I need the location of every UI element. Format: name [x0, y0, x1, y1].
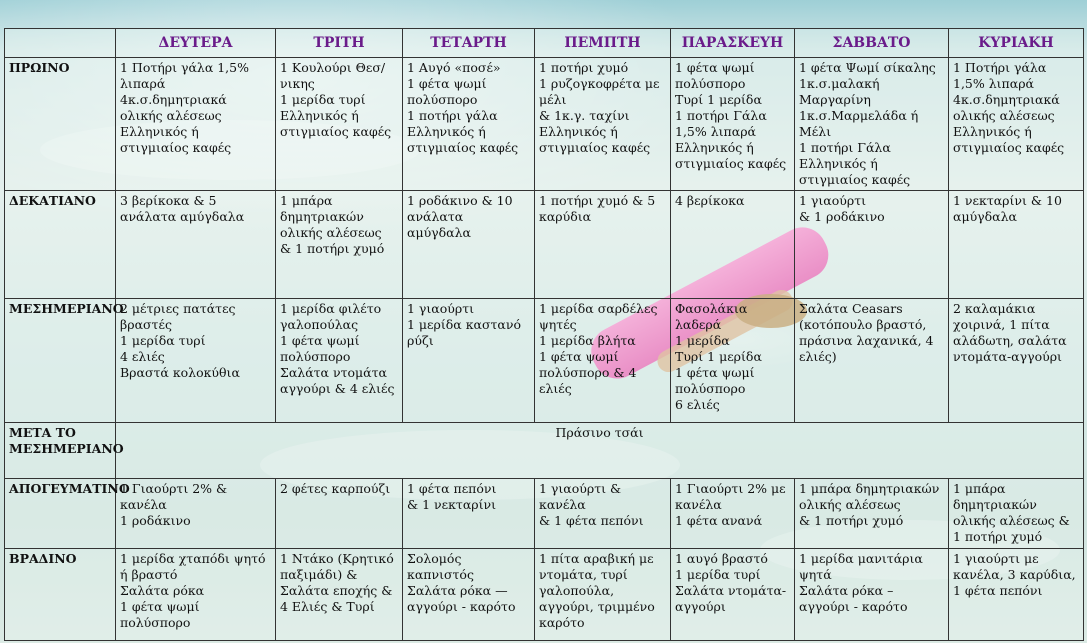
meal-label: ΠΡΩΙΝΟ — [5, 58, 116, 191]
meal-item: 1 μερίδα σαρδέλες ψητές — [539, 301, 658, 332]
meal-item: 1 ποτήρι Γάλα 1,5% λιπαρά Ελληνικός ή στιγμιαίος καφές — [675, 108, 787, 171]
meal-label: ΒΡΑΔΙΝΟ — [5, 549, 116, 641]
meal-item: & 1 νεκταρίνι — [407, 497, 497, 512]
meal-item: 1 μπάρα δημητριακών ολικής αλέσεως & 1 ποτήρι χυμό — [953, 481, 1070, 544]
meal-cell — [403, 299, 535, 423]
meal-item: 1 πίτα αραβική με ντομάτα, τυρί γαλοπούλα, αγγούρι, τριμμένο καρότο — [539, 551, 655, 630]
meal-item: 1 φέτα ψωμί πολύσπορο — [280, 333, 360, 364]
meal-item: Τυρί 1 μερίδα — [675, 92, 762, 107]
meal-item: Ελληνικός ή στιγμιαίος καφές — [280, 108, 392, 139]
meal-label: ΔΕΚΑΤΙΑΝΟ — [5, 191, 116, 299]
meal-item: 1 αυγό βραστό — [675, 551, 768, 566]
meal-cell — [276, 299, 403, 423]
meal-item: Σαλάτα ρόκα — [120, 583, 205, 598]
meal-item: 1κ.σ.μαλακή Μαργαρίνη — [799, 76, 880, 107]
meal-cell — [795, 58, 949, 191]
meal-item: & 1κ.γ. ταχίνι — [539, 108, 630, 123]
meal-cell — [949, 191, 1084, 299]
meal-cell — [671, 549, 795, 641]
meal-item: 1 Ποτήρι γάλα 1,5% λιπαρά — [953, 60, 1047, 91]
meal-item: Ελληνικός ή στιγμιαίος καφές — [120, 124, 232, 155]
meal-item: 1 ροδάκινο & 10 ανάλατα αμύγδαλα — [407, 193, 513, 240]
meal-item: Σαλάτα ρόκα – αγγούρι - καρότο — [799, 583, 908, 614]
meal-cell — [116, 58, 276, 191]
meal-item: 1 γιαούρτι — [799, 193, 867, 208]
meal-item: 1 μερίδα τυρί — [120, 333, 206, 348]
meal-item: & 1 ροδάκινο — [799, 209, 885, 224]
meal-item: 4 βερίκοκα — [675, 193, 745, 208]
meal-item: 1 ποτήρι χυμό — [539, 60, 629, 75]
meal-item: 1 Γιαούρτι 2% με κανέλα — [675, 481, 786, 512]
meal-item: Βραστά κολοκύθια — [120, 365, 240, 380]
meal-item: 4κ.σ.δημητριακά ολικής αλέσεως — [953, 92, 1060, 123]
meal-cell — [116, 549, 276, 641]
meal-item: 1 γιαούρτι — [407, 301, 475, 316]
meal-row — [5, 191, 1084, 299]
meal-item: 2 καλαμάκια χοιρινά, 1 πίτα αλάδωτη, σαλάτα ντομάτα-αγγούρι — [953, 301, 1067, 364]
meal-item: 1 φέτα ψωμί πολύσπορο — [407, 76, 487, 107]
meal-item: & 1 ποτήρι χυμό — [799, 513, 904, 528]
meal-cell — [795, 479, 949, 549]
meal-cell — [276, 549, 403, 641]
meal-cell — [795, 191, 949, 299]
meal-label: ΑΠΟΓΕΥΜΑΤΙΝΟ — [5, 479, 116, 549]
meal-item: 2 μέτριες πατάτες βραστές — [120, 301, 236, 332]
meal-cell — [535, 58, 671, 191]
meal-item: 1 Ποτήρι γάλα 1,5% λιπαρά — [120, 60, 249, 91]
meal-item: Σολομός καπνιστός — [407, 551, 474, 582]
meal-item: 1 φέτα ψωμί πολύσπορο — [120, 599, 200, 630]
meal-item: Ελληνικός ή στιγμιαίος καφές — [539, 124, 651, 155]
meal-item: Ελληνικός ή στιγμιαίος καφές — [953, 124, 1065, 155]
meal-item: 1 Κουλούρι Θεσ/νικης — [280, 60, 386, 91]
meal-item: & 1 φέτα πεπόνι — [539, 513, 644, 528]
meal-item: 6 ελιές — [675, 397, 720, 412]
corner-cell — [5, 29, 116, 58]
meal-row — [5, 549, 1084, 641]
meal-cell — [116, 191, 276, 299]
meal-item: Σαλάτα ντομάτα-αγγούρι — [675, 583, 787, 614]
meal-item: 1 μερίδα φιλέτο γαλοπούλας — [280, 301, 382, 332]
meal-item: 1 μπάρα δημητριακών ολικής αλέσεως — [280, 193, 382, 240]
header-row — [5, 29, 1084, 58]
day-header: ΠΑΡΑΣΚΕΥΗ — [671, 29, 795, 58]
meal-item: 1 μερίδα τυρί — [675, 567, 761, 582]
meal-cell — [403, 549, 535, 641]
meal-item: 1 φέτα ανανά — [675, 513, 763, 528]
meal-cell — [116, 479, 276, 549]
meal-item: 1 μερίδα μανιτάρια ψητά — [799, 551, 923, 582]
meal-cell — [795, 299, 949, 423]
meal-cell — [535, 299, 671, 423]
meal-item: 3 βερίκοκα & 5 ανάλατα αμύγδαλα — [120, 193, 245, 224]
meal-item: 1 Ντάκο (Κρητικό παξιμάδι) & Σαλάτα εποχής & 4 Ελιές & Τυρί — [280, 551, 394, 614]
meal-cell — [671, 479, 795, 549]
meal-row — [5, 299, 1084, 423]
day-header: ΤΡΙΤΗ — [276, 29, 403, 58]
meal-item: & 1 ποτήρι χυμό — [280, 241, 385, 256]
meal-item: 1 γιαούρτι με κανέλα, 3 καρύδια, 1 φέτα πεπόνι — [953, 551, 1076, 598]
meal-item: 1 μερίδα βλήτα — [539, 333, 636, 348]
meal-cell — [949, 58, 1084, 191]
meal-item: 2 φέτες καρπούζι — [280, 481, 391, 496]
meal-cell — [795, 549, 949, 641]
meal-item: Ελληνικός ή στιγμιαίος καφές — [799, 156, 911, 187]
meal-item: 1κ.σ.Μαρμελάδα ή Μέλι — [799, 108, 919, 139]
meal-item: 1 ροδάκινο — [120, 513, 191, 528]
meal-item: 1 μερίδα χταπόδι ψητό ή βραστό — [120, 551, 266, 582]
meal-row — [5, 479, 1084, 549]
meal-item: Τυρί 1 μερίδα — [675, 349, 762, 364]
meal-item: Ελληνικός ή στιγμιαίος καφές — [407, 124, 519, 155]
meal-label: ΜΕΤΑ ΤΟ ΜΕΣΗΜΕΡΙΑΝΟ — [5, 423, 116, 479]
meal-row — [5, 58, 1084, 191]
meal-cell — [671, 58, 795, 191]
meal-item: 1 φέτα Ψωμί σίκαλης — [799, 60, 936, 75]
day-header: ΣΑΒΒΑΤΟ — [795, 29, 949, 58]
meal-row — [5, 423, 1084, 479]
meal-cell — [949, 479, 1084, 549]
meal-item: 1 Γιαούρτι 2% & κανέλα — [120, 481, 228, 512]
day-header: ΚΥΡΙΑΚΗ — [949, 29, 1084, 58]
meal-item: Σαλάτα ντομάτα αγγούρι & 4 ελιές — [280, 365, 395, 396]
meal-item: 1 ποτήρι χυμό & 5 καρύδια — [539, 193, 656, 224]
meal-item: Σαλάτα Ceasars (κοτόπουλο βραστό, πράσινα λαχανικά, 4 ελιές) — [799, 301, 934, 364]
meal-item: 1 Αυγό «ποσέ» — [407, 60, 501, 75]
meal-cell — [276, 479, 403, 549]
meal-item: Φασολάκια λαδερά — [675, 301, 748, 332]
meal-item: 1 μερίδα — [675, 333, 730, 348]
meal-cell — [671, 191, 795, 299]
meal-item: 1 μερίδα τυρί — [280, 92, 366, 107]
meal-item: 1 μπάρα δημητριακών ολικής αλέσεως — [799, 481, 940, 512]
meal-item: 1 φέτα ψωμί πολύσπορο — [675, 365, 755, 396]
meal-cell — [949, 299, 1084, 423]
meal-cell — [671, 299, 795, 423]
meal-item: 4 ελιές — [120, 349, 165, 364]
span-cell: Πράσινο τσάι — [116, 423, 1084, 479]
meal-cell — [403, 58, 535, 191]
meal-item: 1 ποτήρι Γάλα — [799, 140, 891, 155]
meal-plan-table — [4, 28, 1084, 641]
meal-cell — [276, 191, 403, 299]
day-header: ΤΕΤΑΡΤΗ — [403, 29, 535, 58]
meal-item: 1 φέτα πεπόνι — [407, 481, 497, 496]
meal-item: 1 νεκταρίνι & 10 αμύγδαλα — [953, 193, 1062, 224]
day-header: ΔΕΥΤΕΡΑ — [116, 29, 276, 58]
day-header: ΠΕΜΠΤΗ — [535, 29, 671, 58]
meal-cell — [403, 191, 535, 299]
meal-cell — [116, 299, 276, 423]
meal-cell — [949, 549, 1084, 641]
meal-item: 1 ρυζογκοφρέτα με μέλι — [539, 76, 660, 107]
meal-label: ΜΕΣΗΜΕΡΙΑΝΟ — [5, 299, 116, 423]
meal-cell — [535, 549, 671, 641]
meal-item: 4κ.σ.δημητριακά ολικής αλέσεως — [120, 92, 227, 123]
meal-item: 1 γιαούρτι & κανέλα — [539, 481, 622, 512]
meal-cell — [535, 479, 671, 549]
meal-cell — [403, 479, 535, 549]
meal-item: 1 μερίδα καστανό ρύζι — [407, 317, 521, 348]
meal-cell — [276, 58, 403, 191]
meal-item: Σαλάτα ρόκα — — [407, 583, 508, 598]
meal-item: αγγούρι - καρότο — [407, 599, 516, 614]
meal-cell — [535, 191, 671, 299]
meal-item: 1 φέτα ψωμί πολύσπορο — [675, 60, 755, 91]
meal-item: 1 ποτήρι γάλα — [407, 108, 498, 123]
meal-item: 1 φέτα ψωμί πολύσπορο & 4 ελιές — [539, 349, 637, 396]
